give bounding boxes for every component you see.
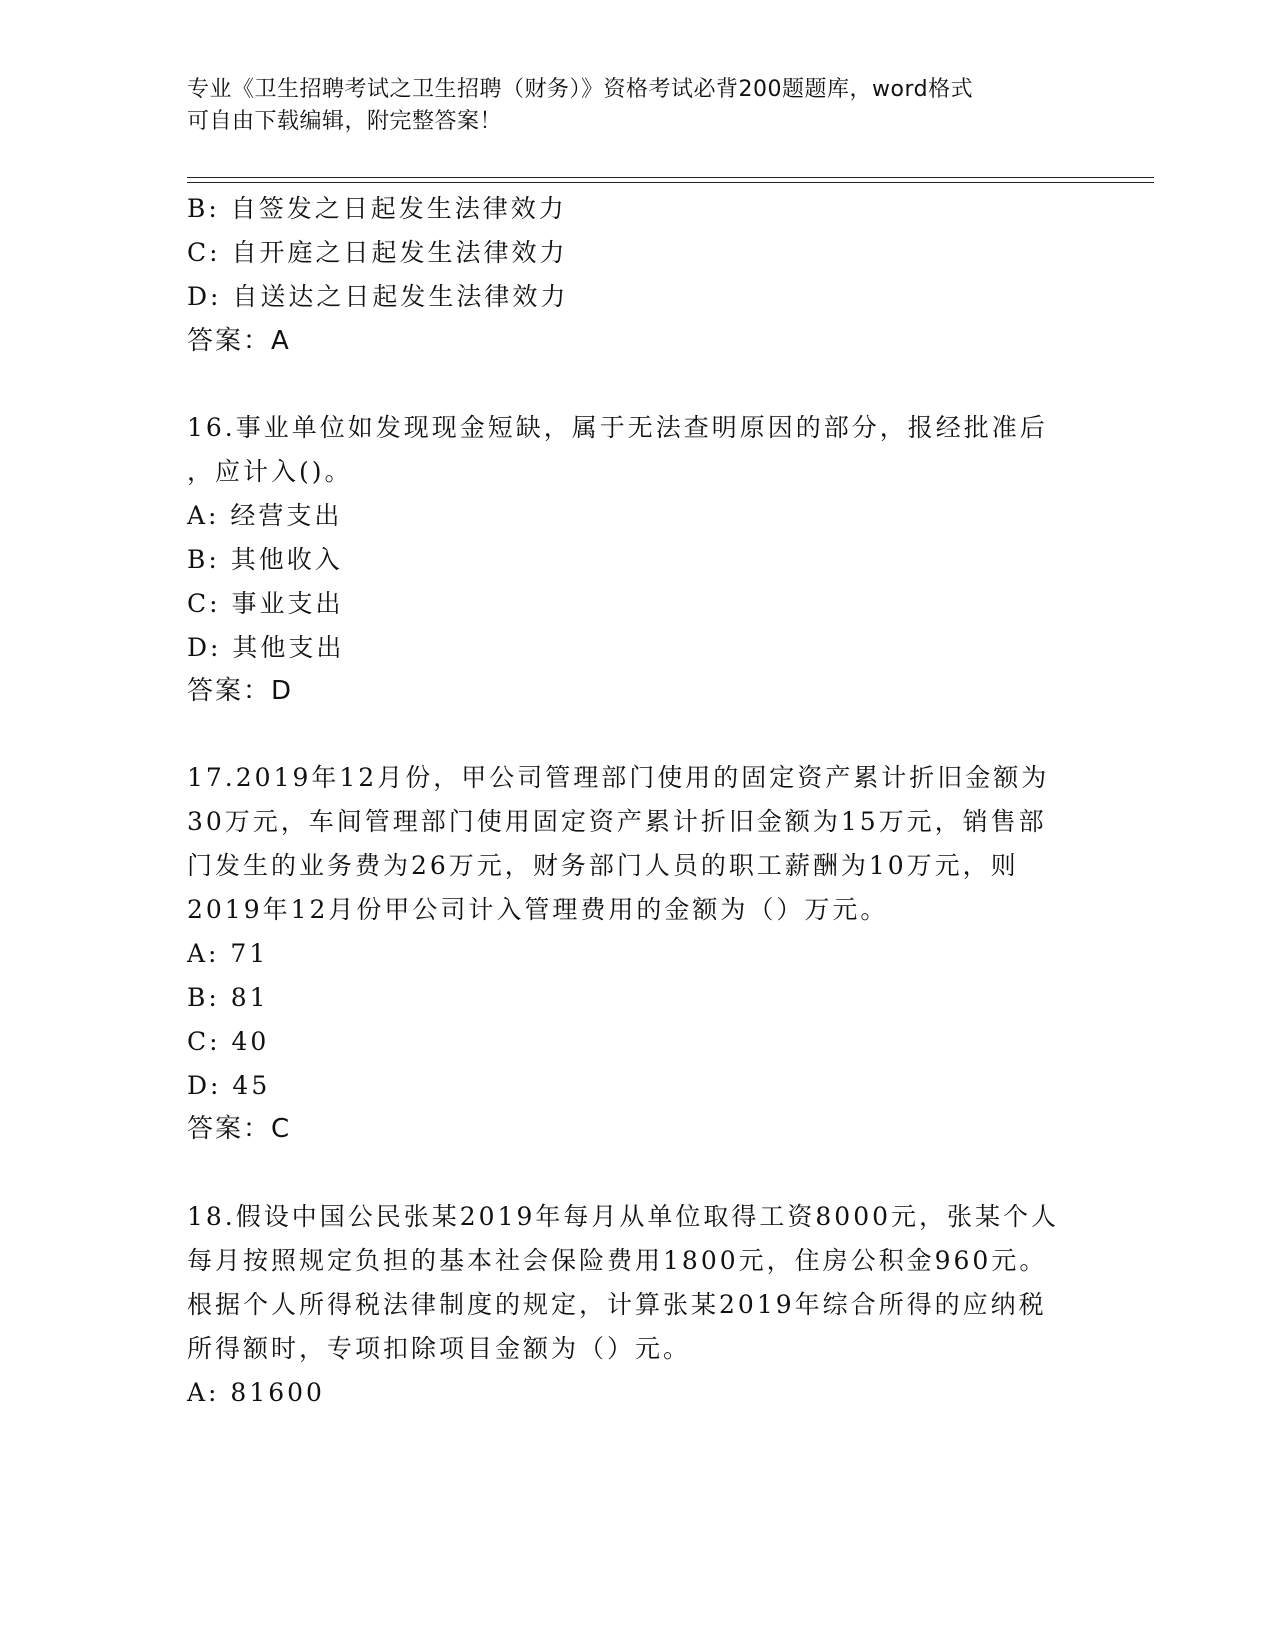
q16-option-a: A: 经营支出 [187,501,343,530]
q16-answer-value: D [271,676,292,706]
q17-answer-label: 答案： [187,1114,272,1144]
q18-option-a: A: 81600 [187,1378,325,1407]
q16-option-c: C: 事业支出 [187,589,344,618]
header-line-2: 可自由下载编辑，附完整答案！ [187,109,503,134]
q15-answer-label: 答案： [187,326,272,356]
document-header [187,74,1087,138]
header-divider-top [187,177,1154,178]
q15-option-b: B: 自签发之日起发生法律效力 [187,194,567,223]
q15-answer [187,326,289,356]
q17-stem-line-3: 门发生的业务费为26万元，财务部门人员的职工薪酬为10万元，则 [187,851,1019,880]
q16-answer [187,676,291,706]
q15-option-c: C: 自开庭之日起发生法律效力 [187,238,568,267]
q17-answer-value: C [271,1114,290,1144]
q17-stem-line-1: 17.2019年12月份，甲公司管理部门使用的固定资产累计折旧金额为 [187,763,1050,792]
q17-option-b: B: 81 [187,983,269,1012]
q18-stem-line-3: 根据个人所得税法律制度的规定，计算张某2019年综合所得的应纳税 [187,1290,1047,1319]
q16-stem-line-1: 16.事业单位如发现现金短缺，属于无法查明原因的部分，报经批准后 [187,413,1048,442]
header-divider-bottom [187,182,1154,183]
header-line-1: 专业《卫生招聘考试之卫生招聘（财务）》资格考试必背200题题库，word格式 [187,77,974,102]
q15-option-d: D: 自送达之日起发生法律效力 [187,282,569,311]
q17-stem-line-2: 30万元，车间管理部门使用固定资产累计折旧金额为15万元，销售部 [187,807,1047,836]
q18-stem-line-2: 每月按照规定负担的基本社会保险费用1800元，住房公积金960元。 [187,1246,1048,1275]
q17-answer [187,1114,289,1144]
q16-stem-line-2: ，应计入()。 [187,457,353,486]
q17-option-c: C: 40 [187,1027,270,1056]
q16-answer-label: 答案： [187,676,272,706]
q17-stem-line-4: 2019年12月份甲公司计入管理费用的金额为（）万元。 [187,895,889,924]
q16-option-b: B: 其他收入 [187,545,343,574]
q15-answer-value: A [271,326,289,356]
q17-option-a: A: 71 [187,939,269,968]
q16-option-d: D: 其他支出 [187,633,345,662]
q17-option-d: D: 45 [187,1071,271,1100]
q18-stem-line-4: 所得额时，专项扣除项目金额为（）元。 [187,1334,692,1363]
q18-stem-line-1: 18.假设中国公民张某2019年每月从单位取得工资8000元，张某个人 [187,1202,1060,1231]
